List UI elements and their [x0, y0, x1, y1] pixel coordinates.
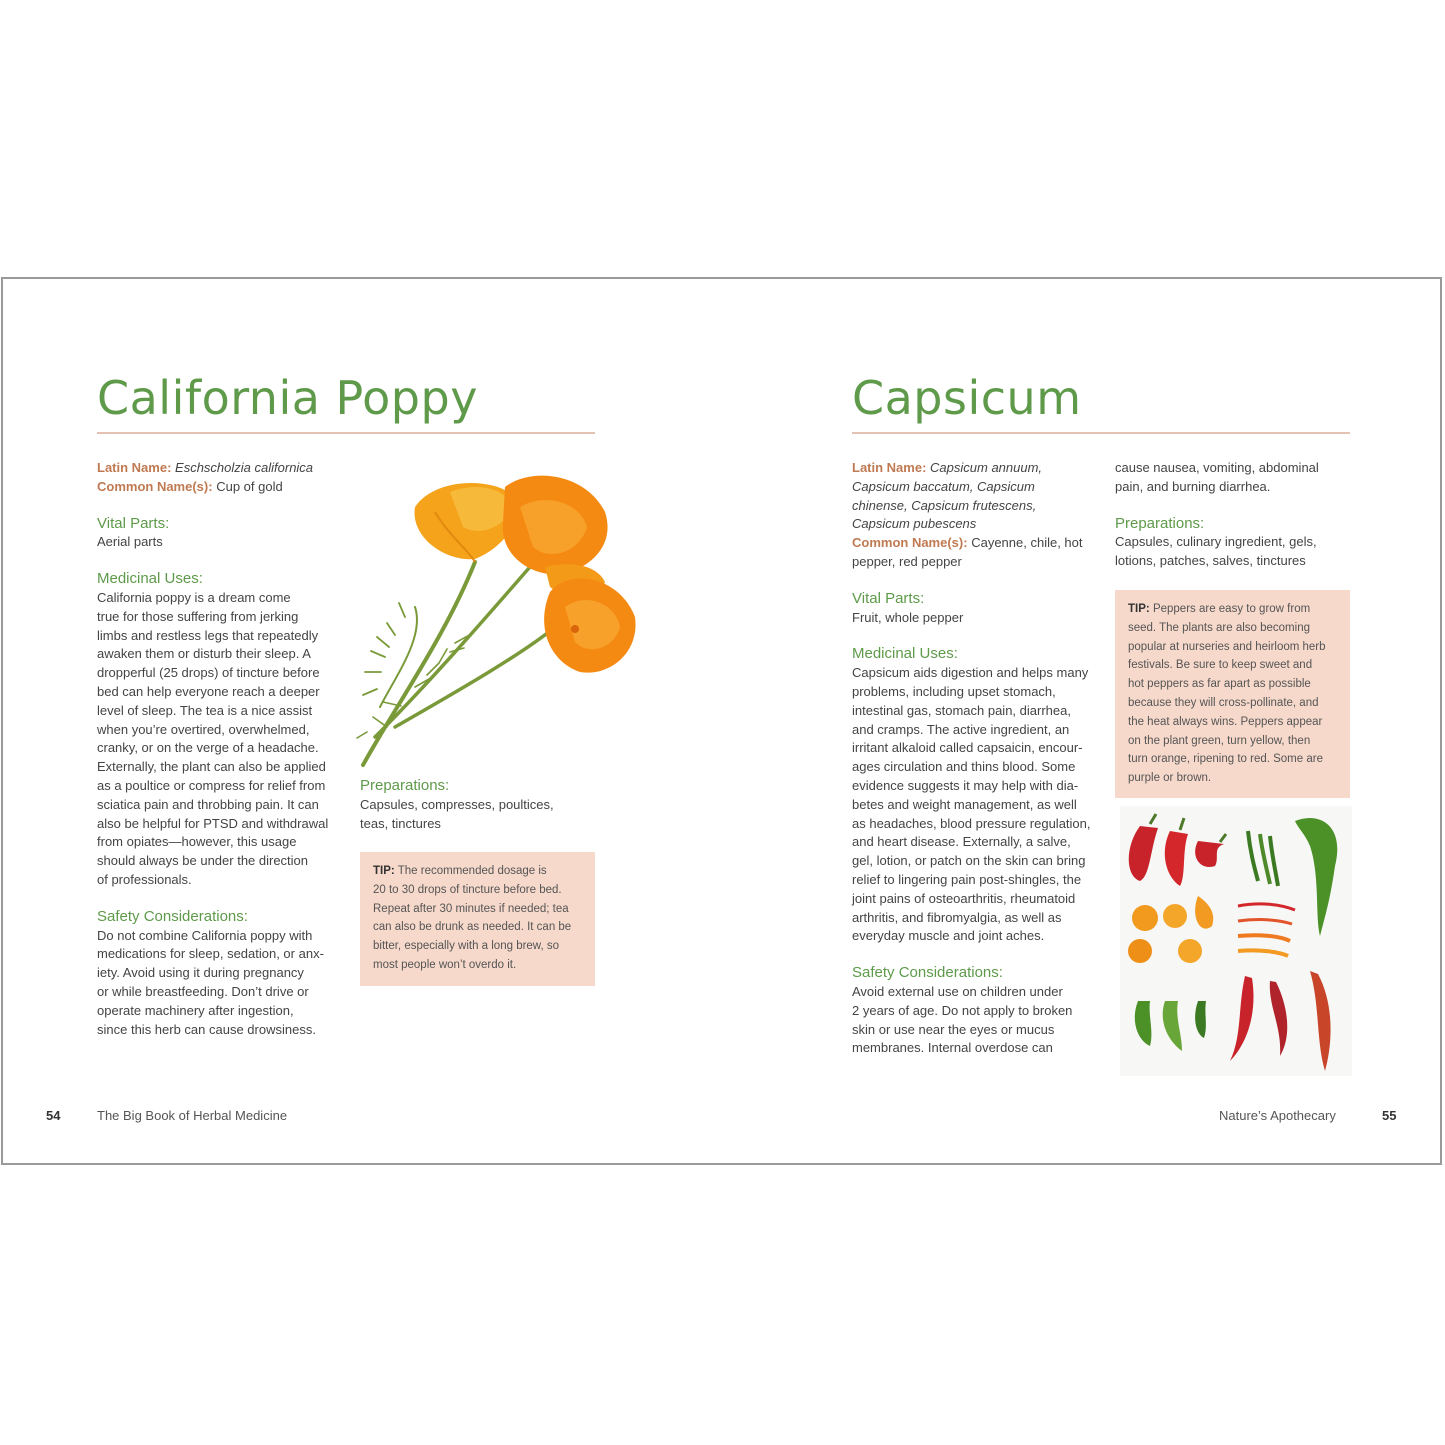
- medicinal-uses-heading: Medicinal Uses:: [97, 570, 203, 588]
- preparations-line: Capsules, compresses, poultices,: [360, 796, 554, 812]
- safety-continued: cause nausea, vomiting, abdominal: [1115, 460, 1319, 475]
- page-number-right: 55: [1382, 1108, 1397, 1123]
- safety-heading: Safety Considerations:: [97, 907, 248, 925]
- medicinal-uses-text: Capsicum aids digestion and helps many problems, including upset stomach, intestinal gas, stomach pain, diarrhea, and cramps. The active ingredient, an irritant alkaloid called capsaicin, encour- ages circulation and thins blood. Some evidence suggests it may help with dia- betes and weight management, as well as headaches, blood pressure regulation, and heart disease. Externally, a salve, gel, lotion, or patch on the skin can bring relief to lingering pain post-shingles, the joint pains of osteoarthritis, rheumatoid arthritis, and fibromyalgia, as well as everyday muscle and joint aches.: [852, 665, 1091, 944]
- latin-name-label: Latin Name:: [852, 460, 927, 475]
- running-head-right: Nature’s Apothecary: [1219, 1108, 1336, 1123]
- safety-heading: Safety Considerations:: [852, 964, 1003, 982]
- page-title-capsicum: Capsicum: [852, 371, 1082, 425]
- safety-continued: pain, and burning diarrhea.: [1115, 478, 1271, 494]
- medicinal-uses-text: California poppy is a dream come true for those suffering from jerking limbs and restless legs that repeatedly awaken them or disturb their sleep. A dropperful (25 drops) of tincture before bed can help everyone reach a deeper level of sleep. The tea is a nice assist when you’re overtired, overwhelmed, cranky, or on the verge of a headache. Externally, the plant can also be applied as a poultice or compress for relief from sciatica pain and throbbing pain. It can also be helpful for PTSD and withdrawal from opiates—however, this usage should always be under the direction of professionals.: [97, 589, 329, 887]
- page-title-california-poppy: California Poppy: [97, 371, 478, 425]
- common-name-label: Common Name(s):: [97, 478, 213, 494]
- safety-text: Do not combine California poppy with medications for sleep, sedation, or anx- iety. Avoid using it during pregnancy or while breastfeeding. Don’t drive or operate machinery after ingestion, since this herb can cause drowsiness.: [97, 927, 324, 1037]
- vital-parts-text: Aerial parts: [97, 534, 163, 550]
- title-rule: [852, 432, 1350, 434]
- preparations-line: lotions, patches, salves, tinctures: [1115, 553, 1306, 569]
- left-main-column: [97, 459, 342, 1039]
- safety-text: Avoid external use on children under 2 years of age. Do not apply to broken skin or use near the eyes or mucus membranes. Internal overdose can: [852, 983, 1073, 1056]
- medicinal-uses-heading: Medicinal Uses:: [852, 645, 958, 663]
- preparations-line: teas, tinctures: [360, 815, 441, 831]
- common-name-value: Cup of gold: [216, 478, 283, 494]
- tip-box: TIP: The recommended dosage is 20 to 30 drops of tincture before bed. Repeat after 30 minutes if needed; tea can also be drunk as needed. It can be bitter, especially with a long brew, so most people won’t overdo it.: [360, 852, 595, 986]
- latin-name-value: Eschscholzia californica: [175, 460, 314, 475]
- preparations-heading: Preparations:: [360, 777, 450, 794]
- left-preparations: [360, 777, 600, 833]
- vital-parts-heading: Vital Parts:: [852, 589, 925, 607]
- tip-label: TIP:: [373, 865, 395, 877]
- tip-label: TIP:: [1128, 603, 1150, 615]
- peppers-image: [1120, 806, 1352, 1076]
- right-main-column: Latin Name: Capsicum annuum, Capsicum baccatum, Capsicum chinense, Capsicum frutescens, Capsicum pubescens Common Name(s): Cayenne, chile, hot pepper, red pepper Vital Parts: Fruit, whole pepper Medicinal Uses: Capsicum aids digestion and helps many problems, including upset stomach, intestinal gas, stomach pain, diarrhea, and cramps. The active ingredient, an irritant alkaloid called capsaicin, encour- ages circulation and thins blood. Some evidence suggests it may help with dia- betes and weight management, as well as headaches, blood pressure regulation, and heart disease. Externally, a salve, gel, lotion, or patch on the skin can bring relief to lingering pain post-shingles, the joint pains of osteoarthritis, rheumatoid arthritis, and fibromyalgia, as well as everyday muscle and joint aches. Safety Considerations: Avoid external use on children under 2 years of age. Do not apply to broken skin or use near the eyes or mucus membranes. Internal overdose can: [852, 459, 1092, 1058]
- title-rule: [97, 432, 595, 434]
- page-number-left: 54: [46, 1108, 61, 1123]
- common-name-label: Common Name(s):: [852, 535, 968, 551]
- vital-parts-text: Fruit, whole pepper: [852, 609, 964, 625]
- california-poppy-image: [355, 467, 645, 767]
- book-spread: [1, 277, 1442, 1165]
- preparations-heading: Preparations:: [1115, 514, 1205, 532]
- tip-box: TIP: Peppers are easy to grow from seed. The plants are also becoming popular at nurseries and heirloom herb festivals. Be sure to keep sweet and hot peppers as far apart as possible because they will cross-pollinate, and the heat always wins. Peppers appear on the plant green, turn yellow, then turn orange, ripening to red. Some are purple or brown.: [1115, 590, 1350, 798]
- running-head-left: The Big Book of Herbal Medicine: [97, 1108, 288, 1123]
- latin-name-label: Latin Name:: [97, 460, 172, 475]
- vital-parts-heading: Vital Parts:: [97, 514, 170, 532]
- preparations-line: Capsules, culinary ingredient, gels,: [1115, 534, 1317, 550]
- right-second-column: [1115, 459, 1355, 571]
